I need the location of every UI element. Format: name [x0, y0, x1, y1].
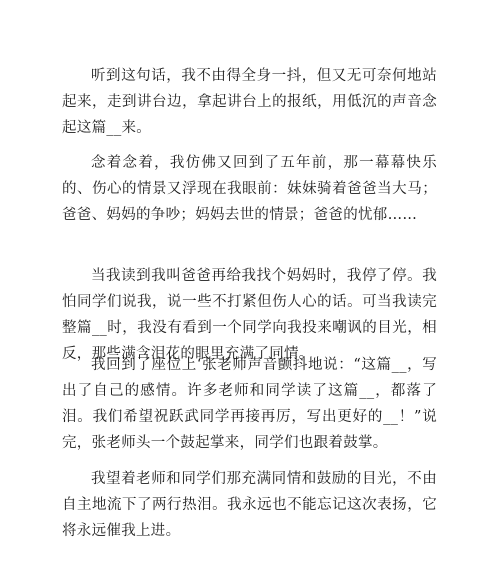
paragraph-4: 我回到了座位上‘张老师声音颤抖地说：“这篇__，写出了自己的感情。许多老师和同学读了这篇__，都落了泪。我们希望祝跃武同学再接再厉，写出更好的__！”说完，张老师头一个鼓起掌来，同学们也跟着鼓掌。 — [62, 357, 437, 451]
paragraph-5: 我望着老师和同学们那充满同情和鼓励的目光，不由自主地流下了两行热泪。我永远也不能忘记这次表扬，它将永远催我上进。 — [62, 471, 437, 539]
paragraph-3: 当我读到我叫爸爸再给我找个妈妈时，我停了停。我怕同学们说我，说一些不打紧但伤人心的话。可当我读完整篇__时，我没有看到一个同学向我投来嘲讽的目光，相反，那些满含泪花的眼里充满了同情。 — [62, 268, 437, 362]
paragraph-1: 听到这句话，我不由得全身一抖，但又无可奈何地站起来，走到讲台边，拿起讲台上的报纸，用低沉的声音念起这篇__来。 — [62, 68, 437, 136]
paragraph-2: 念着念着，我仿佛又回到了五年前，那一幕幕快乐的、伤心的情景又浮现在我眼前：妹妹骑着爸爸当大马；爸爸、妈妈的争吵；妈妈去世的情景；爸爸的忧郁…… — [62, 155, 437, 223]
